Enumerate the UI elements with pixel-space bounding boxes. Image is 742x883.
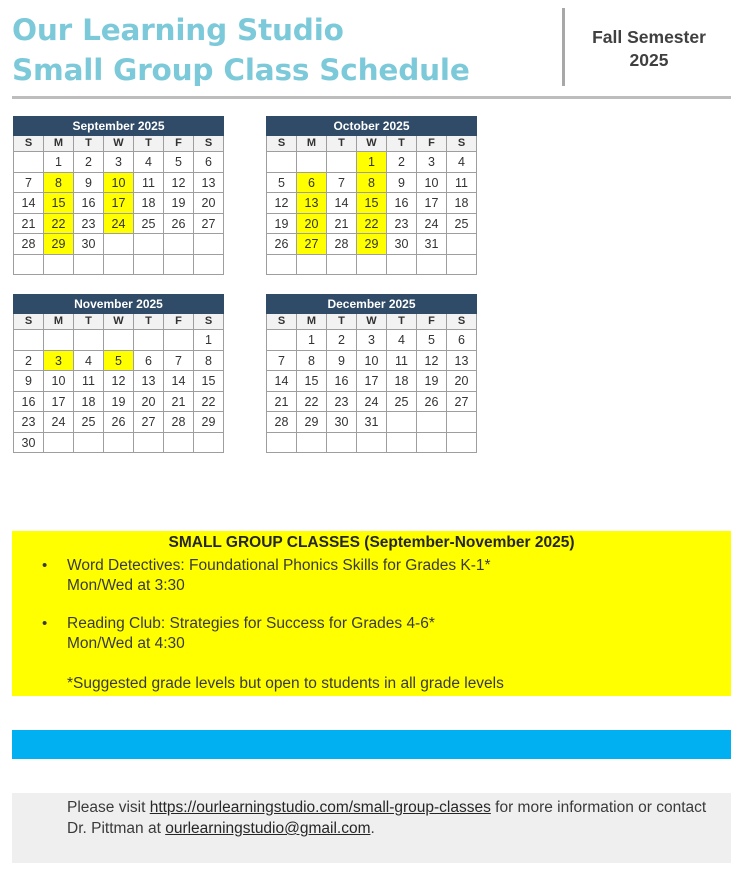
class-day-cell: 6 (297, 173, 327, 194)
weekday-header: F (164, 314, 194, 330)
empty-day-cell (297, 433, 327, 454)
day-cell: 18 (387, 371, 417, 392)
day-cell: 12 (417, 351, 447, 372)
empty-day-cell (164, 433, 194, 454)
class-day-cell: 20 (297, 214, 327, 235)
day-cell: 17 (357, 371, 387, 392)
day-cell: 14 (327, 193, 357, 214)
weekday-header: T (74, 314, 104, 330)
calendar-title: October 2025 (266, 116, 477, 136)
empty-day-cell (134, 255, 164, 276)
day-cell: 3 (357, 330, 387, 351)
day-cell: 16 (14, 392, 44, 413)
class-day-cell: 27 (297, 234, 327, 255)
weekday-header: T (134, 136, 164, 152)
weekday-header: S (194, 314, 224, 330)
header-divider (562, 8, 565, 86)
day-cell: 5 (267, 173, 297, 194)
calendar-grid (266, 136, 477, 275)
class-day-cell: 13 (297, 193, 327, 214)
day-cell: 10 (44, 371, 74, 392)
day-cell: 19 (164, 193, 194, 214)
day-cell: 21 (164, 392, 194, 413)
empty-day-cell (327, 152, 357, 173)
day-cell: 6 (194, 152, 224, 173)
class-day-cell: 1 (357, 152, 387, 173)
empty-day-cell (417, 412, 447, 433)
footer-prefix: Please visit (67, 799, 150, 816)
day-cell: 27 (447, 392, 477, 413)
weekday-header: W (357, 136, 387, 152)
calendar-october (266, 116, 477, 275)
class-day-cell: 10 (104, 173, 134, 194)
class-day-cell: 22 (44, 214, 74, 235)
day-cell: 8 (194, 351, 224, 372)
calendar-december (266, 294, 477, 453)
empty-day-cell (267, 330, 297, 351)
empty-day-cell (104, 433, 134, 454)
day-cell: 10 (357, 351, 387, 372)
class-name: Word Detectives: Foundational Phonics Skills for Grades K-1* (67, 557, 491, 574)
day-cell: 19 (104, 392, 134, 413)
weekday-header: S (14, 314, 44, 330)
weekday-header: F (417, 314, 447, 330)
empty-day-cell (74, 255, 104, 276)
day-cell: 3 (417, 152, 447, 173)
day-cell: 24 (357, 392, 387, 413)
empty-day-cell (267, 255, 297, 276)
day-cell: 2 (74, 152, 104, 173)
day-cell: 25 (387, 392, 417, 413)
class-time: Mon/Wed at 4:30 (67, 635, 185, 652)
empty-day-cell (44, 255, 74, 276)
day-cell: 9 (74, 173, 104, 194)
day-cell: 9 (327, 351, 357, 372)
day-cell: 26 (417, 392, 447, 413)
class-name: Reading Club: Strategies for Success for Grades 4-6* (67, 615, 435, 632)
day-cell: 4 (134, 152, 164, 173)
day-cell: 11 (134, 173, 164, 194)
website-link[interactable]: https://ourlearningstudio.com/small-group-classes (149, 799, 491, 816)
day-cell: 7 (164, 351, 194, 372)
classes-box (12, 531, 731, 696)
empty-day-cell (14, 255, 44, 276)
day-cell: 4 (387, 330, 417, 351)
class-day-cell: 17 (104, 193, 134, 214)
day-cell: 1 (297, 330, 327, 351)
day-cell: 2 (387, 152, 417, 173)
day-cell: 8 (297, 351, 327, 372)
day-cell: 25 (447, 214, 477, 235)
empty-day-cell (327, 433, 357, 454)
day-cell: 13 (447, 351, 477, 372)
day-cell: 30 (74, 234, 104, 255)
semester-year: 2025 (629, 50, 669, 70)
page-title-line-1: Our Learning Studio (12, 13, 344, 47)
day-cell: 27 (134, 412, 164, 433)
day-cell: 3 (104, 152, 134, 173)
empty-day-cell (447, 234, 477, 255)
weekday-header: S (447, 136, 477, 152)
day-cell: 2 (14, 351, 44, 372)
day-cell: 27 (194, 214, 224, 235)
empty-day-cell (164, 234, 194, 255)
day-cell: 24 (417, 214, 447, 235)
email-link[interactable]: ourlearningstudio@gmail.com (165, 820, 371, 837)
day-cell: 12 (164, 173, 194, 194)
semester-term: Fall Semester (592, 27, 706, 47)
empty-day-cell (297, 152, 327, 173)
day-cell: 25 (134, 214, 164, 235)
day-cell: 12 (104, 371, 134, 392)
day-cell: 10 (417, 173, 447, 194)
empty-day-cell (164, 330, 194, 351)
page-title-line-2: Small Group Class Schedule (12, 53, 470, 87)
day-cell: 5 (417, 330, 447, 351)
day-cell: 21 (14, 214, 44, 235)
header-rule (12, 96, 731, 99)
empty-day-cell (194, 433, 224, 454)
classes-title: SMALL GROUP CLASSES (September-November 2025) (168, 534, 575, 551)
calendar-title: September 2025 (13, 116, 224, 136)
day-cell: 14 (14, 193, 44, 214)
day-cell: 18 (134, 193, 164, 214)
blue-divider-band (12, 730, 731, 759)
day-cell: 28 (327, 234, 357, 255)
day-cell: 19 (267, 214, 297, 235)
day-cell: 4 (447, 152, 477, 173)
day-cell: 25 (74, 412, 104, 433)
day-cell: 20 (447, 371, 477, 392)
day-cell: 30 (327, 412, 357, 433)
grade-level-note: *Suggested grade levels but open to students in all grade levels (67, 675, 504, 692)
day-cell: 13 (194, 173, 224, 194)
day-cell: 22 (297, 392, 327, 413)
day-cell: 31 (417, 234, 447, 255)
weekday-header: S (447, 314, 477, 330)
weekday-header: F (164, 136, 194, 152)
empty-day-cell (194, 255, 224, 276)
day-cell: 12 (267, 193, 297, 214)
weekday-header: F (417, 136, 447, 152)
empty-day-cell (387, 412, 417, 433)
empty-day-cell (447, 412, 477, 433)
day-cell: 26 (164, 214, 194, 235)
day-cell: 16 (74, 193, 104, 214)
calendar-september (13, 116, 224, 275)
footer-text (67, 797, 727, 839)
day-cell: 31 (357, 412, 387, 433)
calendar-title: December 2025 (266, 294, 477, 314)
empty-day-cell (164, 255, 194, 276)
calendar-grid (13, 136, 224, 275)
day-cell: 28 (14, 234, 44, 255)
day-cell: 23 (327, 392, 357, 413)
empty-day-cell (267, 152, 297, 173)
day-cell: 21 (267, 392, 297, 413)
day-cell: 6 (447, 330, 477, 351)
day-cell: 7 (327, 173, 357, 194)
weekday-header: T (134, 314, 164, 330)
empty-day-cell (44, 433, 74, 454)
empty-day-cell (417, 255, 447, 276)
calendar-november (13, 294, 224, 453)
calendar-grid (266, 314, 477, 453)
empty-day-cell (297, 255, 327, 276)
day-cell: 20 (194, 193, 224, 214)
empty-day-cell (134, 433, 164, 454)
day-cell: 18 (74, 392, 104, 413)
day-cell: 23 (74, 214, 104, 235)
day-cell: 15 (194, 371, 224, 392)
weekday-header: M (297, 136, 327, 152)
class-day-cell: 3 (44, 351, 74, 372)
day-cell: 7 (14, 173, 44, 194)
day-cell: 9 (387, 173, 417, 194)
calendar-grid (13, 314, 224, 453)
weekday-header: M (297, 314, 327, 330)
day-cell: 7 (267, 351, 297, 372)
day-cell: 23 (14, 412, 44, 433)
weekday-header: T (327, 136, 357, 152)
footer-middle: for more information or contact Dr. Pittman at (67, 799, 707, 837)
day-cell: 28 (164, 412, 194, 433)
day-cell: 11 (387, 351, 417, 372)
empty-day-cell (387, 255, 417, 276)
day-cell: 1 (194, 330, 224, 351)
empty-day-cell (104, 330, 134, 351)
title-block (12, 10, 552, 90)
weekday-header: M (44, 314, 74, 330)
empty-day-cell (327, 255, 357, 276)
class-day-cell: 5 (104, 351, 134, 372)
day-cell: 6 (134, 351, 164, 372)
weekday-header: S (267, 314, 297, 330)
empty-day-cell (74, 433, 104, 454)
day-cell: 18 (447, 193, 477, 214)
day-cell: 15 (297, 371, 327, 392)
day-cell: 19 (417, 371, 447, 392)
day-cell: 1 (44, 152, 74, 173)
class-day-cell: 8 (44, 173, 74, 194)
empty-day-cell (267, 433, 297, 454)
empty-day-cell (417, 433, 447, 454)
day-cell: 22 (194, 392, 224, 413)
empty-day-cell (14, 330, 44, 351)
day-cell: 11 (74, 371, 104, 392)
weekday-header: T (74, 136, 104, 152)
weekday-header: S (194, 136, 224, 152)
day-cell: 13 (134, 371, 164, 392)
weekday-header: W (104, 136, 134, 152)
empty-day-cell (447, 433, 477, 454)
day-cell: 2 (327, 330, 357, 351)
empty-day-cell (194, 234, 224, 255)
day-cell: 30 (14, 433, 44, 454)
day-cell: 11 (447, 173, 477, 194)
class-time: Mon/Wed at 3:30 (67, 577, 185, 594)
bullet-icon: • (42, 557, 48, 574)
empty-day-cell (357, 255, 387, 276)
day-cell: 14 (267, 371, 297, 392)
day-cell: 24 (44, 412, 74, 433)
footer-suffix: . (370, 820, 375, 837)
class-day-cell: 15 (357, 193, 387, 214)
bullet-icon: • (42, 615, 48, 632)
day-cell: 17 (417, 193, 447, 214)
day-cell: 21 (327, 214, 357, 235)
day-cell: 29 (297, 412, 327, 433)
day-cell: 26 (267, 234, 297, 255)
empty-day-cell (134, 234, 164, 255)
class-day-cell: 29 (357, 234, 387, 255)
day-cell: 16 (327, 371, 357, 392)
day-cell: 30 (387, 234, 417, 255)
weekday-header: T (327, 314, 357, 330)
day-cell: 9 (14, 371, 44, 392)
weekday-header: T (387, 136, 417, 152)
class-day-cell: 8 (357, 173, 387, 194)
weekday-header: M (44, 136, 74, 152)
weekday-header: S (14, 136, 44, 152)
empty-day-cell (104, 255, 134, 276)
class-day-cell: 29 (44, 234, 74, 255)
weekday-header: S (267, 136, 297, 152)
weekday-header: T (387, 314, 417, 330)
day-cell: 23 (387, 214, 417, 235)
weekday-header: W (104, 314, 134, 330)
class-day-cell: 24 (104, 214, 134, 235)
day-cell: 29 (194, 412, 224, 433)
empty-day-cell (14, 152, 44, 173)
footer-box (12, 793, 731, 863)
day-cell: 20 (134, 392, 164, 413)
empty-day-cell (44, 330, 74, 351)
class-day-cell: 15 (44, 193, 74, 214)
day-cell: 16 (387, 193, 417, 214)
day-cell: 17 (44, 392, 74, 413)
calendar-title: November 2025 (13, 294, 224, 314)
empty-day-cell (357, 433, 387, 454)
day-cell: 28 (267, 412, 297, 433)
empty-day-cell (387, 433, 417, 454)
day-cell: 5 (164, 152, 194, 173)
class-day-cell: 22 (357, 214, 387, 235)
empty-day-cell (134, 330, 164, 351)
day-cell: 14 (164, 371, 194, 392)
day-cell: 26 (104, 412, 134, 433)
empty-day-cell (104, 234, 134, 255)
empty-day-cell (74, 330, 104, 351)
semester-label (574, 26, 724, 72)
empty-day-cell (447, 255, 477, 276)
weekday-header: W (357, 314, 387, 330)
day-cell: 4 (74, 351, 104, 372)
